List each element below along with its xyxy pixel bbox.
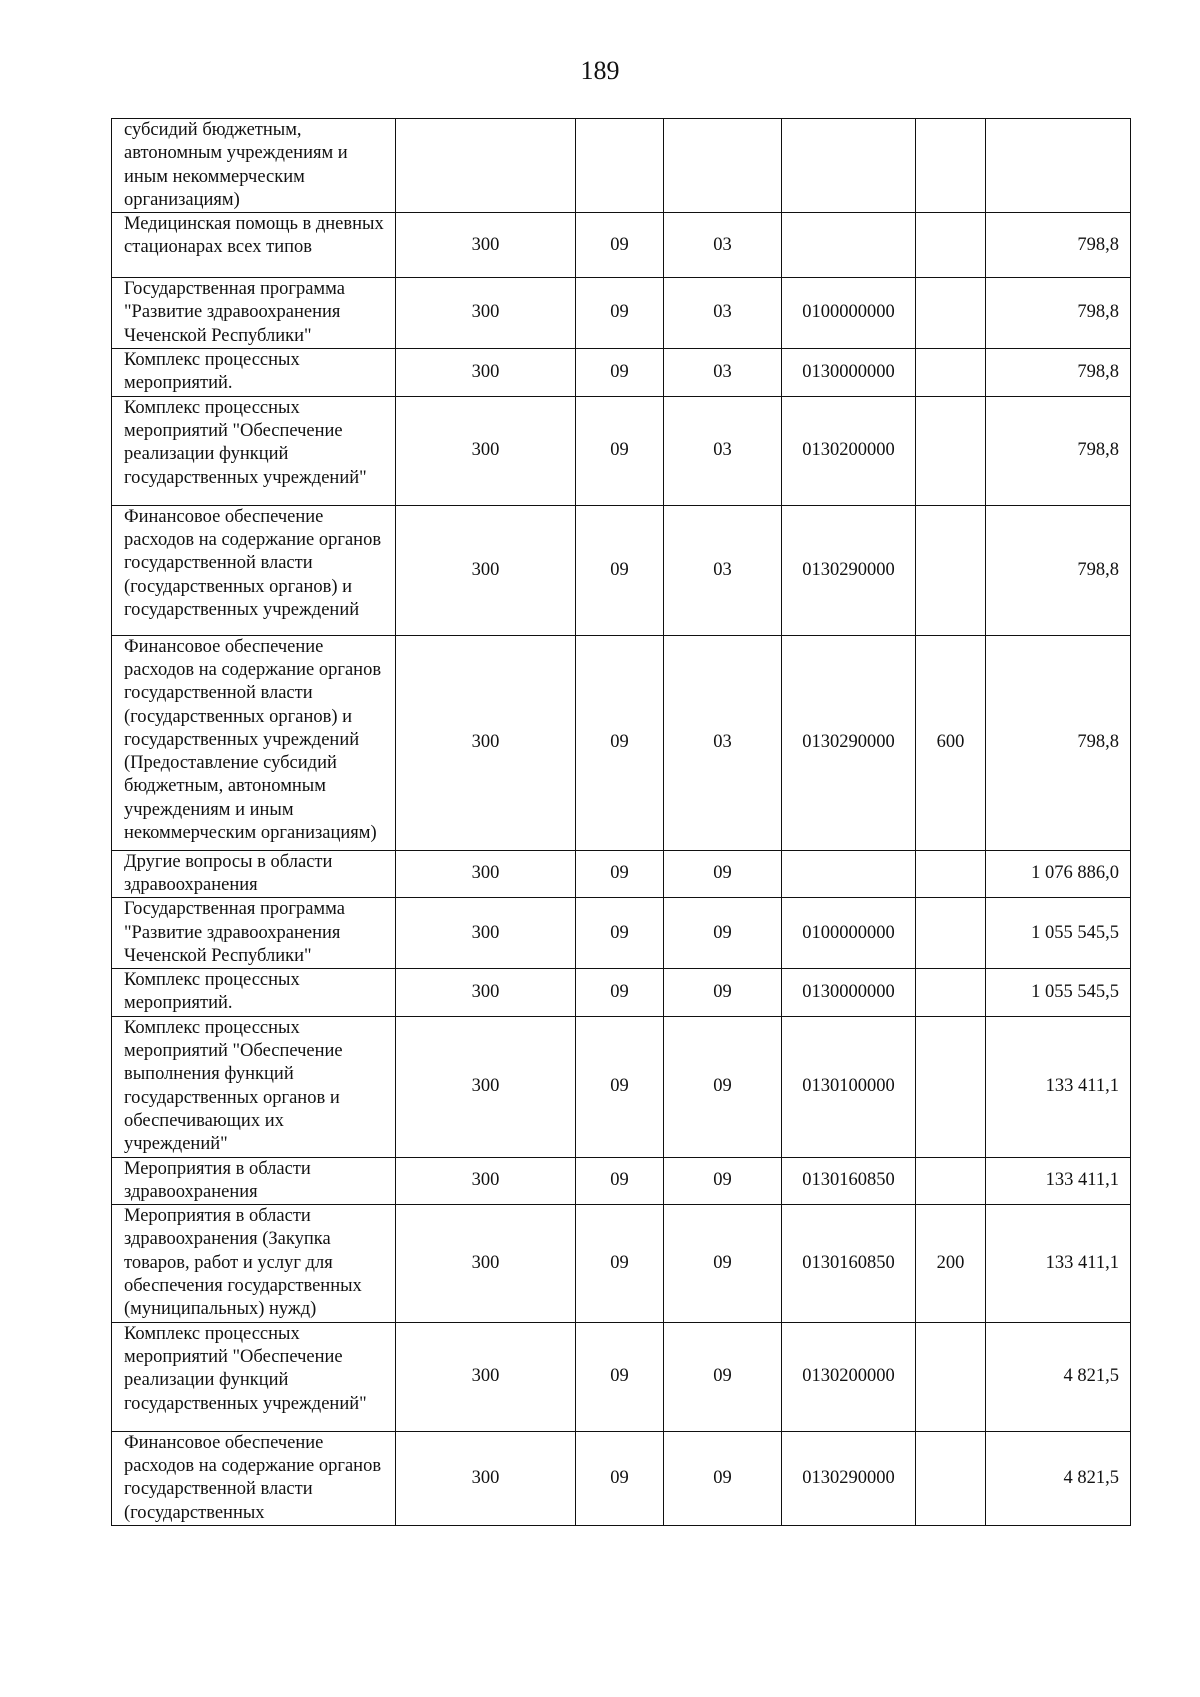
subsection-code-cell: 03 — [664, 505, 782, 635]
expense-type-cell — [916, 119, 986, 213]
admin-code-cell — [396, 119, 576, 213]
expense-type-cell — [916, 969, 986, 1017]
section-code-cell: 09 — [576, 349, 664, 397]
admin-code-cell: 300 — [396, 969, 576, 1017]
subsection-code-cell: 09 — [664, 1016, 782, 1157]
subsection-code-cell: 09 — [664, 1322, 782, 1431]
amount-cell: 798,8 — [986, 213, 1131, 278]
target-code-cell: 0130000000 — [782, 349, 916, 397]
target-code-cell: 0130290000 — [782, 505, 916, 635]
expense-type-cell — [916, 349, 986, 397]
section-code-cell: 09 — [576, 278, 664, 349]
page-number: 189 — [580, 56, 620, 85]
table-row — [112, 505, 1131, 635]
table-row — [112, 1205, 1131, 1322]
subsection-code-cell: 09 — [664, 1157, 782, 1205]
subsection-code-cell: 03 — [664, 396, 782, 505]
table-row — [112, 1431, 1131, 1525]
amount-cell: 4 821,5 — [986, 1431, 1131, 1525]
section-code-cell: 09 — [576, 396, 664, 505]
row-name-cell: Финансовое обеспечение расходов на содержание органов государственной власти (государственных — [112, 1431, 396, 1525]
section-code-cell: 09 — [576, 1157, 664, 1205]
row-name-cell: Мероприятия в области здравоохранения (Закупка товаров, работ и услуг для обеспечения государственных (муниципальных) нужд) — [112, 1205, 396, 1322]
row-name-cell: Финансовое обеспечение расходов на содержание органов государственной власти (государственных органов) и государственных учреждений (Предоставление субсидий бюджетным, автономным учреждениям и иным некоммерческим организациям) — [112, 635, 396, 850]
row-name-cell: Финансовое обеспечение расходов на содержание органов государственной власти (государственных органов) и государственных учреждений — [112, 505, 396, 635]
expense-type-cell — [916, 396, 986, 505]
target-code-cell: 0130160850 — [782, 1205, 916, 1322]
row-name-cell: Государственная программа "Развитие здравоохранения Чеченской Республики" — [112, 278, 396, 349]
amount-cell: 133 411,1 — [986, 1205, 1131, 1322]
expense-type-cell: 600 — [916, 635, 986, 850]
table-row — [112, 1016, 1131, 1157]
amount-cell: 1 076 886,0 — [986, 850, 1131, 898]
subsection-code-cell: 09 — [664, 1205, 782, 1322]
admin-code-cell: 300 — [396, 213, 576, 278]
section-code-cell: 09 — [576, 1431, 664, 1525]
expense-type-cell — [916, 1157, 986, 1205]
amount-cell — [986, 119, 1131, 213]
table-row — [112, 898, 1131, 969]
target-code-cell: 0100000000 — [782, 898, 916, 969]
admin-code-cell: 300 — [396, 1322, 576, 1431]
admin-code-cell: 300 — [396, 396, 576, 505]
section-code-cell: 09 — [576, 213, 664, 278]
target-code-cell: 0130100000 — [782, 1016, 916, 1157]
section-code-cell: 09 — [576, 969, 664, 1017]
row-name-cell: Комплекс процессных мероприятий "Обеспечение реализации функций государственных учреждений" — [112, 396, 396, 505]
target-code-cell: 0130290000 — [782, 635, 916, 850]
expense-type-cell — [916, 850, 986, 898]
expense-type-cell — [916, 898, 986, 969]
admin-code-cell: 300 — [396, 1016, 576, 1157]
row-name-cell: Медицинская помощь в дневных стационарах всех типов — [112, 213, 396, 278]
subsection-code-cell: 03 — [664, 349, 782, 397]
target-code-cell — [782, 119, 916, 213]
amount-cell: 1 055 545,5 — [986, 898, 1131, 969]
row-name-cell: Комплекс процессных мероприятий "Обеспечение реализации функций государственных учреждений" — [112, 1322, 396, 1431]
expense-type-cell — [916, 1016, 986, 1157]
row-name-cell: Государственная программа "Развитие здравоохранения Чеченской Республики" — [112, 898, 396, 969]
admin-code-cell: 300 — [396, 850, 576, 898]
subsection-code-cell: 03 — [664, 213, 782, 278]
subsection-code-cell: 09 — [664, 969, 782, 1017]
subsection-code-cell: 03 — [664, 278, 782, 349]
table-row — [112, 349, 1131, 397]
admin-code-cell: 300 — [396, 1205, 576, 1322]
section-code-cell: 09 — [576, 1016, 664, 1157]
budget-table — [111, 118, 1131, 1526]
section-code-cell: 09 — [576, 1205, 664, 1322]
row-name-cell: Комплекс процессных мероприятий. — [112, 969, 396, 1017]
amount-cell: 798,8 — [986, 396, 1131, 505]
expense-type-cell — [916, 278, 986, 349]
admin-code-cell: 300 — [396, 1157, 576, 1205]
expense-type-cell: 200 — [916, 1205, 986, 1322]
admin-code-cell: 300 — [396, 278, 576, 349]
section-code-cell: 09 — [576, 1322, 664, 1431]
row-name-cell: субсидий бюджетным, автономным учреждениям и иным некоммерческим организациям) — [112, 119, 396, 213]
amount-cell: 4 821,5 — [986, 1322, 1131, 1431]
table-row — [112, 1322, 1131, 1431]
amount-cell: 1 055 545,5 — [986, 969, 1131, 1017]
table-row — [112, 278, 1131, 349]
target-code-cell: 0130200000 — [782, 1322, 916, 1431]
table-row — [112, 119, 1131, 213]
amount-cell: 798,8 — [986, 278, 1131, 349]
target-code-cell: 0100000000 — [782, 278, 916, 349]
target-code-cell: 0130290000 — [782, 1431, 916, 1525]
section-code-cell: 09 — [576, 850, 664, 898]
expense-type-cell — [916, 213, 986, 278]
amount-cell: 798,8 — [986, 505, 1131, 635]
row-name-cell: Комплекс процессных мероприятий. — [112, 349, 396, 397]
subsection-code-cell: 09 — [664, 850, 782, 898]
section-code-cell: 09 — [576, 635, 664, 850]
row-name-cell: Мероприятия в области здравоохранения — [112, 1157, 396, 1205]
target-code-cell: 0130160850 — [782, 1157, 916, 1205]
subsection-code-cell: 03 — [664, 635, 782, 850]
table-row — [112, 213, 1131, 278]
table-body — [112, 119, 1131, 1526]
admin-code-cell: 300 — [396, 505, 576, 635]
amount-cell: 798,8 — [986, 635, 1131, 850]
expense-type-cell — [916, 1322, 986, 1431]
admin-code-cell: 300 — [396, 635, 576, 850]
expense-type-cell — [916, 1431, 986, 1525]
admin-code-cell: 300 — [396, 1431, 576, 1525]
section-code-cell: 09 — [576, 505, 664, 635]
subsection-code-cell: 09 — [664, 898, 782, 969]
admin-code-cell: 300 — [396, 349, 576, 397]
admin-code-cell: 300 — [396, 898, 576, 969]
section-code-cell — [576, 119, 664, 213]
row-name-cell: Другие вопросы в области здравоохранения — [112, 850, 396, 898]
target-code-cell — [782, 213, 916, 278]
subsection-code-cell — [664, 119, 782, 213]
target-code-cell: 0130200000 — [782, 396, 916, 505]
target-code-cell — [782, 850, 916, 898]
expense-type-cell — [916, 505, 986, 635]
amount-cell: 133 411,1 — [986, 1016, 1131, 1157]
amount-cell: 133 411,1 — [986, 1157, 1131, 1205]
row-name-cell: Комплекс процессных мероприятий "Обеспечение выполнения функций государственных органов и обеспечивающих их учреждений" — [112, 1016, 396, 1157]
table-row — [112, 969, 1131, 1017]
section-code-cell: 09 — [576, 898, 664, 969]
table-row — [112, 396, 1131, 505]
table-row — [112, 850, 1131, 898]
table-row — [112, 1157, 1131, 1205]
target-code-cell: 0130000000 — [782, 969, 916, 1017]
amount-cell: 798,8 — [986, 349, 1131, 397]
table-row — [112, 635, 1131, 850]
subsection-code-cell: 09 — [664, 1431, 782, 1525]
